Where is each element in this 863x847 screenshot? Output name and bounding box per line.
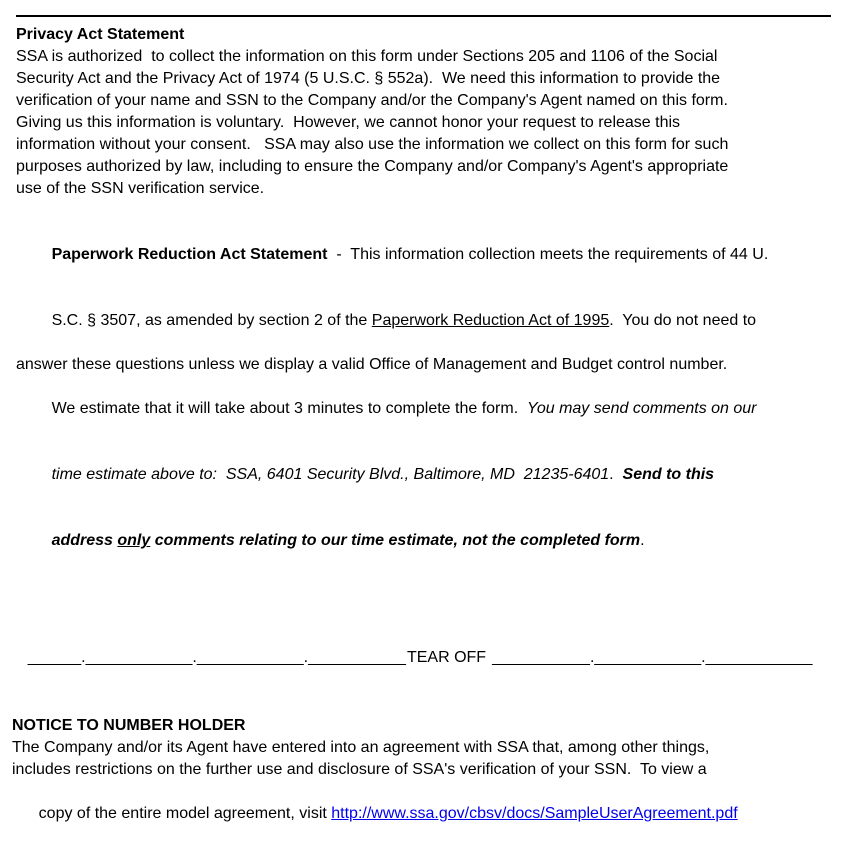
top-horizontal-rule (16, 15, 831, 17)
sample-user-agreement-link[interactable]: http://www.ssa.gov/cbsv/docs/SampleUserAgreement.pdf (331, 805, 738, 822)
privacy-line: verification of your name and SSN to the Company and/or the Company's Agent named on this form. (16, 92, 728, 109)
paperwork-line: We estimate that it will take about 3 minutes to complete the form. You may send comments on our (51, 400, 757, 417)
paperwork-line: answer these questions unless we display a valid Office of Management and Budget control number. (16, 356, 728, 373)
notice-line: The Company and/or its Agent have entered into an agreement with SSA that, among other things, (12, 739, 710, 756)
privacy-line: information without your consent. SSA may also use the information we collect on this form for such (16, 136, 729, 153)
tear-off-right-dashes: ___________.____________.____________ (492, 649, 813, 666)
tear-off-left-dashes: ______.____________.____________.___________ (27, 649, 406, 666)
paperwork-reduction-paragraph (16, 222, 845, 574)
privacy-act-heading: Privacy Act Statement (16, 26, 185, 43)
notice-paragraph (0, 737, 863, 847)
only-underlined-word: only (117, 532, 151, 549)
paperwork-act-underlined-reference: Paperwork Reduction Act of 1995 (371, 312, 610, 329)
tear-off-line (0, 625, 863, 691)
notice-line: copy of the entire model agreement, visit http://www.ssa.gov/cbsv/docs/SampleUserAgreement.pdf (38, 805, 738, 822)
privacy-line: Giving us this information is voluntary. However, we cannot honor your request to release this (16, 114, 681, 131)
privacy-line: SSA is authorized to collect the information on this form under Sections 205 and 1106 of the Social (16, 48, 718, 65)
privacy-line: purposes authorized by law, including to ensure the Company and/or Company's Agent's appropriate (16, 158, 729, 175)
paperwork-line: time estimate above to: SSA, 6401 Security Blvd., Baltimore, MD 21235-6401. Send to this (51, 466, 715, 483)
privacy-act-paragraph (16, 46, 845, 200)
privacy-line: Security Act and the Privacy Act of 1974 (5 U.S.C. § 552a). We need this information to provide the (16, 70, 721, 87)
paperwork-heading: Paperwork Reduction Act Statement (51, 246, 328, 263)
document-page (0, 15, 863, 822)
tear-off-label: TEAR OFF (406, 649, 487, 666)
notice-to-number-holder-heading: NOTICE TO NUMBER HOLDER (12, 717, 246, 734)
notice-line: includes restrictions on the further use and disclosure of SSA's verification of your SSN. To view a (12, 761, 707, 778)
paperwork-line: S.C. § 3507, as amended by section 2 of the Paperwork Reduction Act of 1995. You do not need to (51, 312, 757, 329)
paperwork-line: address only comments relating to our time estimate, not the completed form. (51, 532, 645, 549)
paperwork-line: Paperwork Reduction Act Statement - This information collection meets the requirements of 44 U. (51, 246, 769, 263)
privacy-line: use of the SSN verification service. (16, 180, 265, 197)
